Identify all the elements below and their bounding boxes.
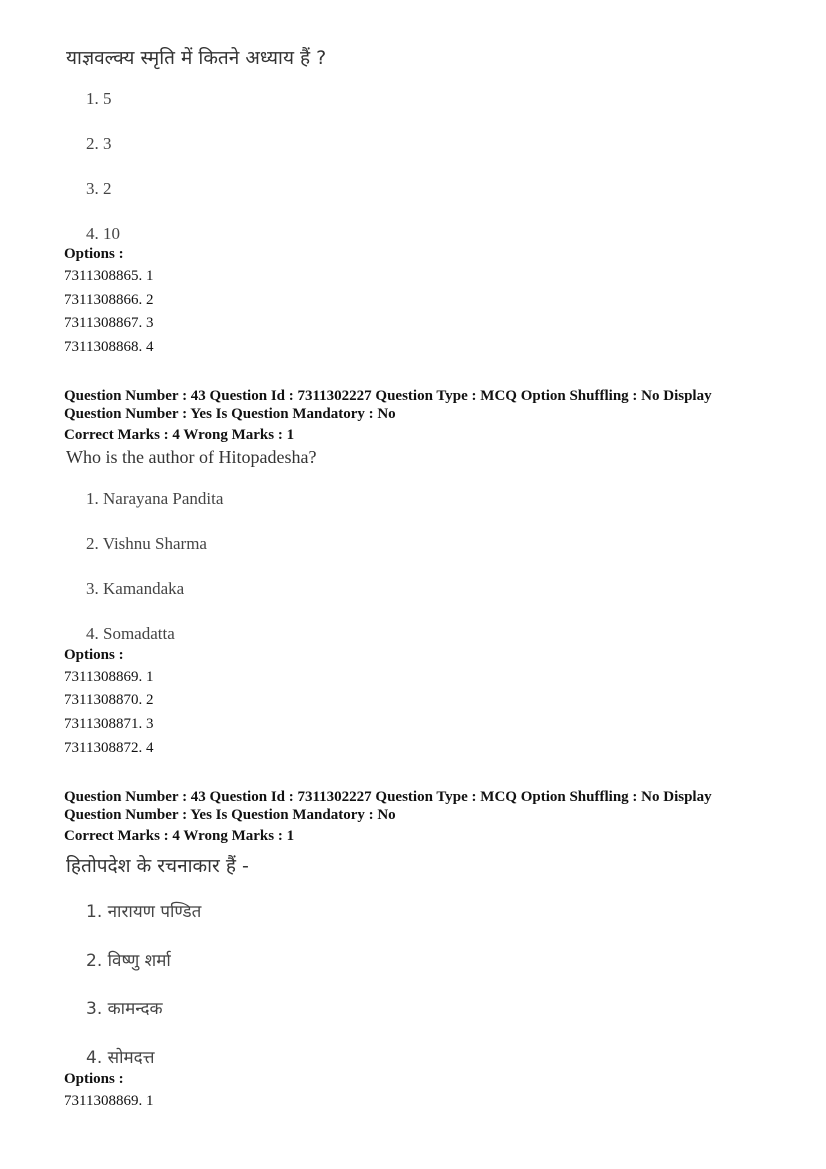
answer-choice: 1. नारायण पण्डित (86, 902, 202, 922)
answer-choice: 4. Somadatta (86, 624, 175, 643)
question-text: याज्ञवल्क्य स्मृति में कितने अध्याय हैं ? (66, 47, 327, 69)
option-id: 7311308871. 3 (64, 716, 154, 732)
question-meta: Question Number : 43 Question Id : 7311302227 Question Type : MCQ Option Shuffling : No Display (64, 388, 712, 404)
marks-info: Correct Marks : 4 Wrong Marks : 1 (64, 427, 295, 443)
option-id: 7311308869. 1 (64, 1093, 154, 1109)
option-id: 7311308870. 2 (64, 692, 154, 708)
marks-info: Correct Marks : 4 Wrong Marks : 1 (64, 828, 295, 844)
options-label: Options : (64, 1071, 124, 1087)
answer-choice: 1. 5 (86, 89, 112, 108)
answer-choice: 3. Kamandaka (86, 579, 185, 598)
answer-choice: 2. Vishnu Sharma (86, 534, 207, 553)
option-id: 7311308869. 1 (64, 669, 154, 685)
answer-choice: 3. 2 (86, 179, 112, 198)
question-meta: Question Number : Yes Is Question Mandatory : No (64, 807, 396, 823)
answer-choice: 4. 10 (86, 224, 120, 243)
option-id: 7311308872. 4 (64, 740, 154, 756)
answer-choice: 2. विष्णु शर्मा (86, 951, 171, 971)
option-id: 7311308868. 4 (64, 339, 154, 355)
answer-choice: 1. Narayana Pandita (86, 489, 224, 508)
options-label: Options : (64, 246, 124, 262)
answer-choice: 4. सोमदत्त (86, 1048, 155, 1068)
answer-choice: 2. 3 (86, 134, 112, 153)
option-id: 7311308865. 1 (64, 268, 154, 284)
question-text: Who is the author of Hitopadesha? (66, 447, 317, 467)
option-id: 7311308867. 3 (64, 315, 154, 331)
question-meta: Question Number : Yes Is Question Mandatory : No (64, 406, 396, 422)
options-label: Options : (64, 647, 124, 663)
question-meta: Question Number : 43 Question Id : 7311302227 Question Type : MCQ Option Shuffling : No Display (64, 789, 712, 805)
option-id: 7311308866. 2 (64, 292, 154, 308)
question-text: हितोपदेश के रचनाकार हैं - (66, 855, 249, 877)
answer-choice: 3. कामन्दक (86, 999, 163, 1019)
